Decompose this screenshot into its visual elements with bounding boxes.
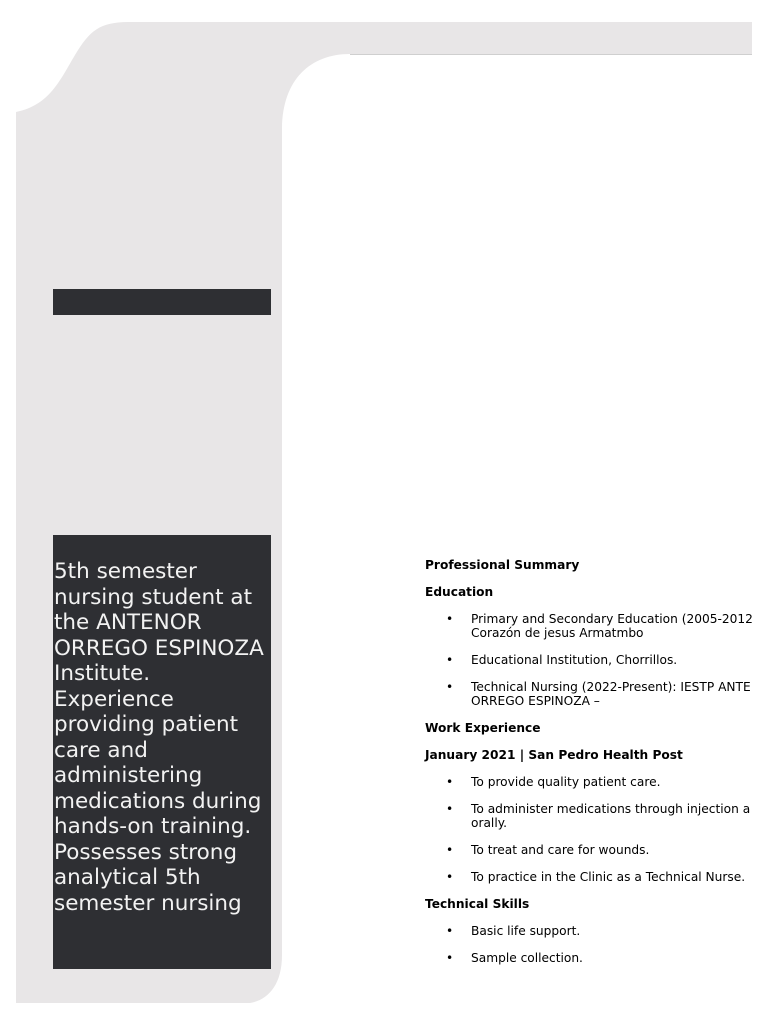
skills-list [425, 924, 768, 965]
profile-summary-box [53, 535, 271, 969]
list-item: • To practice in the Clinic as a Technical Nurse. [425, 870, 768, 884]
professional-summary-heading: Professional Summary [425, 558, 580, 572]
work-duties-list [425, 775, 768, 884]
list-item: • Basic life support. [425, 924, 768, 938]
list-item: • Sample collection. [425, 951, 768, 965]
resume-main-column [425, 558, 768, 978]
list-item: • Educational Institution, Chorrillos. [425, 653, 768, 667]
name-banner-bar [53, 289, 271, 315]
education-heading: Education [425, 585, 494, 599]
list-item: • Primary and Secondary Education (2005-2012 Corazón de jesus Armatmbo [425, 612, 768, 640]
work-experience-heading: Work Experience [425, 721, 541, 735]
list-item: • Technical Nursing (2022-Present): IESTP ANTE ORREGO ESPINOZA – [425, 680, 768, 708]
technical-skills-heading: Technical Skills [425, 897, 530, 911]
list-item: • To treat and care for wounds. [425, 843, 768, 857]
profile-summary-text: 5th semester nursing student at the ANTENOR ORREGO ESPINOZA Institute. Experience providing patient care and administering medications during hands-on training. Possesses strong analytical 5th semester nursing [54, 559, 264, 916]
education-list [425, 612, 768, 708]
list-item: • To administer medications through injection a orally. [425, 802, 768, 830]
work-position-title: January 2021 | San Pedro Health Post [425, 748, 683, 762]
list-item: • To provide quality patient care. [425, 775, 768, 789]
